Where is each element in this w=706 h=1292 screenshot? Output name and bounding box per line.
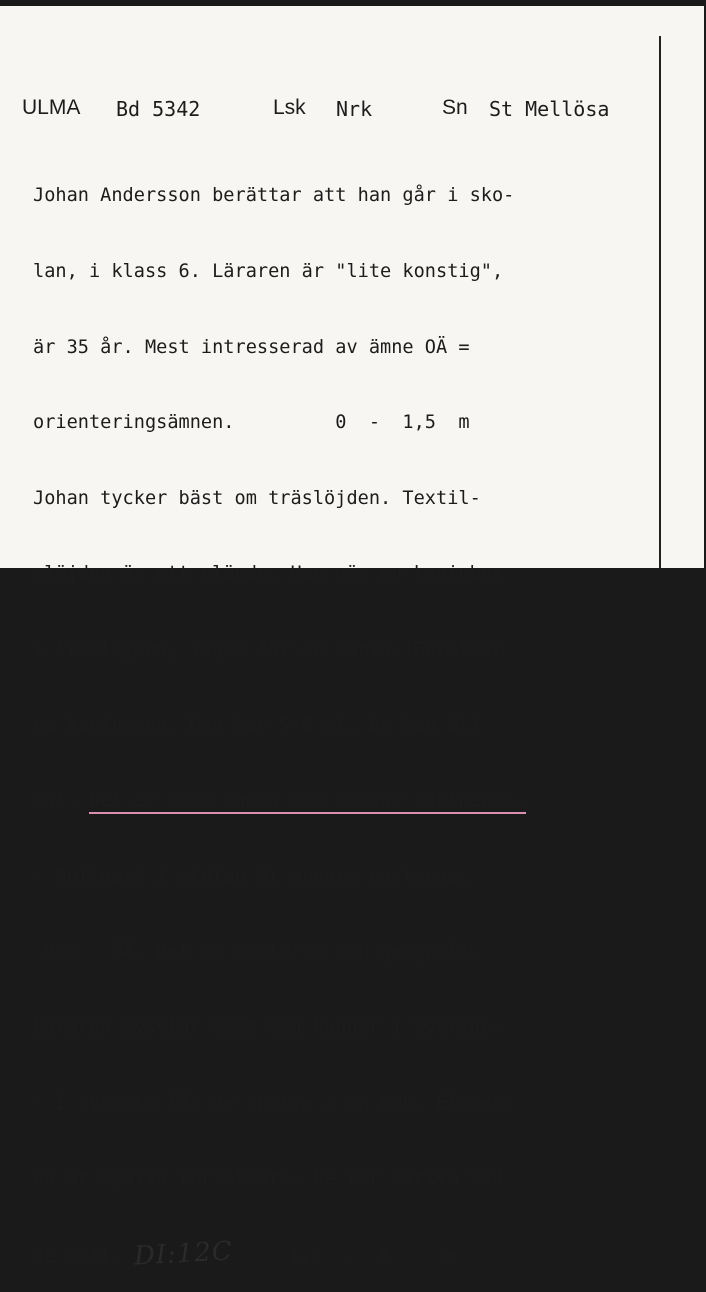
vertical-rule [659,36,661,568]
province-label: Lsk [273,96,306,119]
text-segment: 1,5 - 5 m [232,1245,457,1267]
text-line: - I svenska får de skriva i en bok. Elever- [33,1092,515,1114]
text-segment: de vill. [33,1245,123,1267]
text-line: Johan tycker bäst om träslöjden. Textil- [33,487,481,509]
province-value: Nrk [336,97,373,121]
text-line: i träslöjden, lagom för en kanin. Berättar [33,638,504,660]
text-line [33,788,653,813]
text-line: orienteringsämnen. 0 - 1,5 m [33,412,470,434]
text-line: om kaninerna. Han har 5-6 st. De kan bli [33,714,481,736]
parish-label: Sn [442,96,468,119]
underlined-sentence: Det är mest mamma som passar kaninerna. [89,790,526,814]
text-line: Johan Andersson berättar att han går i sko- [33,185,515,207]
text-line: slöjden är ett elände. Han gör en kaninbur [33,563,504,585]
text-line: lan, i klass 6. Läraren är "lite konstig", [33,261,504,282]
text-line: Läraren sysslar mest med kungar i Sverige. [33,1016,504,1038]
text-line: - Roligast i skolan är annars rasterna. [33,865,470,887]
volume-number: Bd 5342 [116,97,201,121]
text-line [33,1236,653,1272]
parish-value: St Mellösa [489,97,610,121]
text-line: Och OÄ. Det är historia och geografi. [33,941,481,963]
handwritten-note: DI:12C [133,1236,234,1272]
text-line: är 35 år. Mest intresserad av ämne OÄ = [33,336,470,358]
text-segment: mat. [33,790,78,812]
card-body [33,133,653,1292]
archive-code: ULMA [22,96,81,119]
text-line: na är själva författare. De får skriva vad [33,1168,504,1190]
